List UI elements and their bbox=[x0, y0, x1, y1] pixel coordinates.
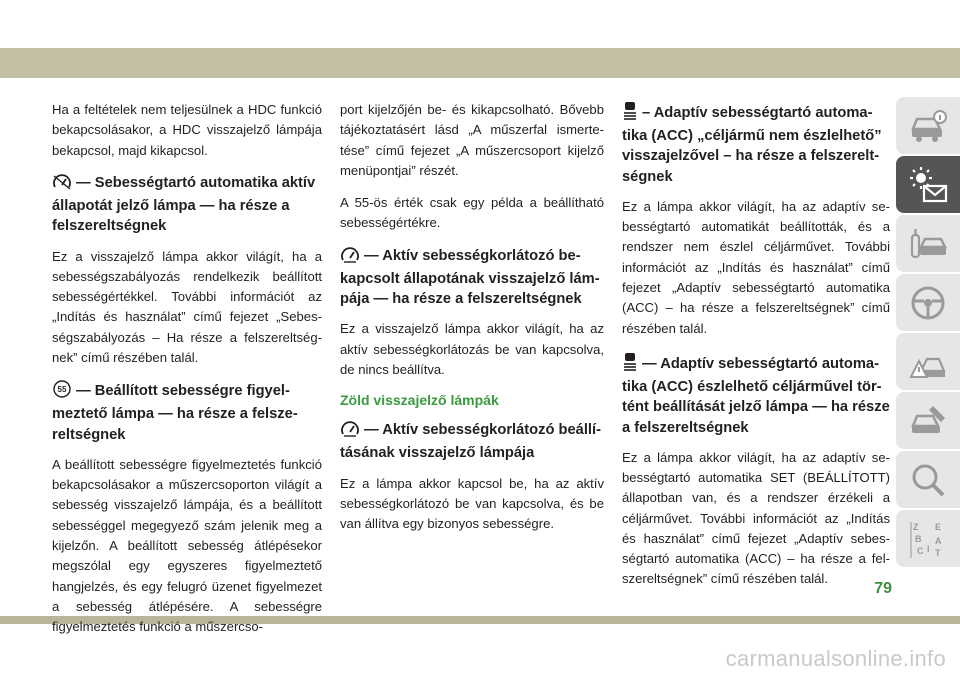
column-1 bbox=[52, 100, 322, 650]
tab-service[interactable] bbox=[896, 392, 960, 449]
acc-target-detected-icon bbox=[622, 351, 638, 377]
section-heading-text: — Adaptív sebességtartó automatika (ACC) észlelhető céljárművel történt beállítását jelző lámpa — ha része a felszereltségnek bbox=[622, 355, 890, 436]
column-2 bbox=[340, 100, 604, 547]
tab-warning-lights[interactable] bbox=[896, 156, 960, 213]
svg-text:I: I bbox=[927, 543, 930, 554]
speed-limiter-set-icon bbox=[340, 421, 360, 443]
footer-watermark: carmanualsonline.info bbox=[725, 646, 946, 671]
car-service-wrench-icon bbox=[907, 400, 949, 442]
section-heading-text: – Adaptív sebességtartó automatika (ACC) „céljármű nem észlelhető” visszajelzővel – ha része a felszereltségnek bbox=[622, 105, 882, 185]
column-3 bbox=[622, 100, 890, 602]
chapter-tabs bbox=[896, 97, 960, 569]
section-heading bbox=[622, 100, 890, 187]
svg-text:A: A bbox=[935, 535, 942, 546]
tab-emergency[interactable] bbox=[896, 333, 960, 390]
section-heading-text: — Beállított sebességre figyelmeztető lámpa — ha része a felszereltségnek bbox=[52, 383, 298, 443]
tab-index[interactable] bbox=[896, 510, 960, 567]
paragraph: Ha a feltételek nem teljesülnek a HDC funkció bekapcsolásakor, a HDC visszajelző lámpája bekapcsol, majd kikapcsol. bbox=[52, 102, 322, 158]
tab-starting[interactable] bbox=[896, 215, 960, 272]
speed-limiter-icon bbox=[340, 247, 360, 269]
paragraph: Ez a visszajelző lámpa akkor világít, ha az aktív sebességkorlátozás be van kapcsolva, de nincs beállítva. bbox=[340, 321, 604, 377]
acc-no-target-icon bbox=[622, 100, 638, 126]
magnifier-icon bbox=[907, 459, 949, 501]
set-speed-warning-icon bbox=[52, 380, 72, 404]
section-heading bbox=[52, 173, 322, 237]
page-number: 79 bbox=[874, 580, 892, 597]
section-heading-text: — Aktív sebességkorlátozó bekapcsolt állapotának visszajelző lámpája — ha része a felszereltségnek bbox=[340, 247, 600, 308]
section-heading bbox=[340, 420, 604, 463]
tab-driving[interactable] bbox=[896, 274, 960, 331]
svg-text:C: C bbox=[917, 545, 924, 556]
paragraph: A beállított sebességre figyelmeztetés funkció bekapcsolásakor a műszercsoporton világít a sebesség visszajelző lámpája, és a beállított sebességgel megegyező szám jelenik meg a kijelzőn. A beállított sebesség átlépésekor megszólal egy egyszeres figyelmeztető hangjelzés, és egy felugró üzenet figyelmezet a sebesség átlépésére. A sebességre figyelmeztetés funkció a műszercso- bbox=[52, 456, 322, 635]
roadside-warning-icon bbox=[907, 341, 949, 383]
paragraph: A 55-ös érték csak egy példa a beállítható sebességértékre. bbox=[340, 195, 604, 231]
steering-wheel-icon bbox=[907, 282, 949, 324]
svg-text:Z: Z bbox=[913, 521, 919, 532]
section-heading-text: — Sebességtartó automatika aktív állapotát jelző lámpa — ha része a felszereltségnek bbox=[52, 174, 316, 235]
cruise-control-icon bbox=[52, 174, 72, 196]
svg-text:T: T bbox=[935, 547, 941, 558]
section-heading bbox=[340, 246, 604, 310]
section-heading bbox=[622, 351, 890, 438]
tab-search[interactable] bbox=[896, 451, 960, 508]
car-info-icon bbox=[907, 105, 949, 147]
tab-car-info[interactable] bbox=[896, 97, 960, 154]
paragraph: Ez a lámpa akkor világít, ha az adaptív sebességtartó automatikát beállították, és a rendszer nem észlel céljárművet. További információt az „Indítás és használat” című fejezet „Adaptív sebességtartó automatika (ACC) – ha része a felszereltségnek” című részében talál. bbox=[622, 198, 890, 336]
svg-text:55: 55 bbox=[57, 385, 67, 395]
section-heading bbox=[52, 380, 322, 445]
green-lamps-heading: Zöld visszajelző lámpák bbox=[340, 392, 499, 409]
paragraph: Ez a visszajelző lámpa akkor világít, ha a sebességszabályozás rendelkezik beállított sebességértékkel. További információt az „Indítás és használat” című fejezet „Sebességszabályozás – Ha része a felszereltségnek” című részében talál. bbox=[52, 248, 322, 365]
warning-lights-message-icon bbox=[907, 164, 949, 206]
paragraph: port kijelzőjén be- és kikapcsolható. Bővebb tájékoztatásért lásd „A műszerfal ismertetése” című fejezet „A műszercsoport kijelző menüpontjai” részét. bbox=[340, 102, 604, 178]
paragraph: Ez a lámpa akkor kapcsol be, ha az aktív sebességkorlátozó be van kapcsolva, és be van állítva egy bizonyos sebességre. bbox=[340, 475, 604, 532]
car-key-icon bbox=[907, 223, 949, 265]
section-heading-text: — Aktív sebességkorlátozó beállításának visszajelző lámpája bbox=[340, 422, 601, 462]
header-band bbox=[0, 48, 960, 78]
svg-text:B: B bbox=[915, 533, 922, 544]
alphabetical-index-icon bbox=[907, 518, 949, 560]
paragraph: Ez a lámpa akkor világít, ha az adaptív sebességtartó automatika SET (BEÁLLÍTOTT) állapotban van, és a rendszer érzékeli a céljárművet. További információt az „Indítás és használat” című fejezet „Adaptív sebességtartó automatika (ACC) – ha része a felszereltségnek” című részében talál. bbox=[622, 449, 890, 587]
svg-text:E: E bbox=[935, 521, 942, 532]
